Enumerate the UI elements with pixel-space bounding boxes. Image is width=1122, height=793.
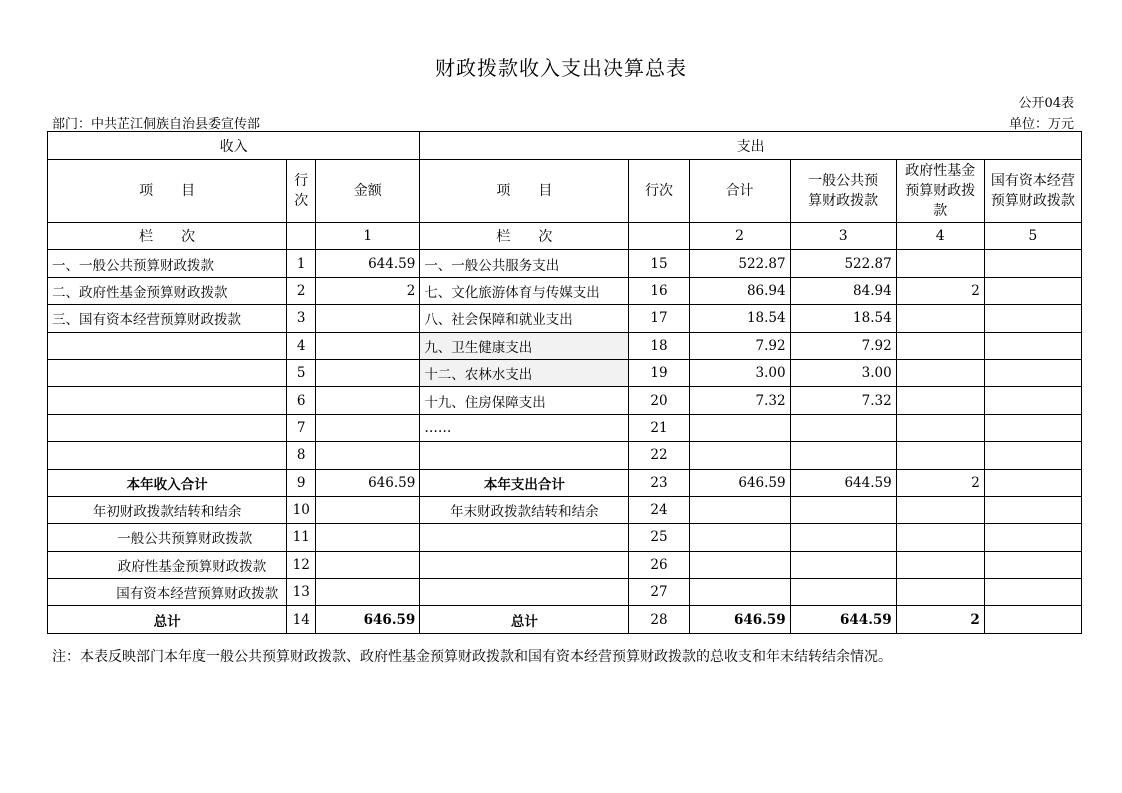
- unit-label: 单位：万元: [1008, 117, 1074, 132]
- header-row-sections: [48, 132, 1082, 160]
- expense-row-no: 15: [629, 250, 689, 277]
- expense-row-no: 18: [629, 332, 689, 359]
- expense-general: 84.94: [790, 277, 896, 304]
- expense-total: [689, 551, 790, 578]
- expense-total: [689, 414, 790, 441]
- col-number: 4: [896, 223, 984, 250]
- table-row: [48, 332, 1082, 359]
- expense-fund: [896, 305, 984, 332]
- expense-row-no: 19: [629, 359, 689, 386]
- expense-general: 644.59: [790, 606, 896, 633]
- expense-item: 八、社会保障和就业支出: [420, 305, 629, 332]
- table-row: [48, 551, 1082, 578]
- income-row-no: 14: [287, 606, 316, 633]
- expense-row-no: 16: [629, 277, 689, 304]
- expense-total: 522.87: [689, 250, 790, 277]
- income-item: 二、政府性基金预算财政拨款: [48, 277, 287, 304]
- table-row: [48, 305, 1082, 332]
- general-budget-header: 一般公共预算财政拨款: [790, 160, 896, 223]
- income-section-header: 收入: [48, 132, 420, 160]
- expense-capital: [984, 359, 1081, 386]
- expense-item: [420, 551, 629, 578]
- expense-general: [790, 551, 896, 578]
- income-row-no: 7: [287, 414, 316, 441]
- footnote: 注：本表反映部门本年度一般公共预算财政拨款、政府性基金预算财政拨款和国有资本经营预算财政拨款的总收支和年末结转结余情况。: [52, 649, 892, 665]
- expense-general: 18.54: [790, 305, 896, 332]
- state-capital-header: 国有资本经营预算财政拨款: [984, 160, 1081, 223]
- income-amount: [316, 579, 420, 606]
- income-row-no: 9: [287, 469, 316, 496]
- expense-total: [689, 579, 790, 606]
- grand-total-row: [48, 606, 1082, 633]
- income-amount: [316, 387, 420, 414]
- col-number: 5: [984, 223, 1081, 250]
- expense-fund: [896, 359, 984, 386]
- expense-fund: 2: [896, 469, 984, 496]
- col-number: 3: [790, 223, 896, 250]
- income-item: 年初财政拨款结转和结余: [48, 496, 287, 523]
- expense-capital: [984, 332, 1081, 359]
- expense-item-header: 项 目: [420, 160, 629, 223]
- income-col-label: 栏 次: [48, 223, 287, 250]
- expense-capital: [984, 250, 1081, 277]
- table-row: [48, 442, 1082, 469]
- subtotal-row: [48, 469, 1082, 496]
- expense-fund: [896, 414, 984, 441]
- expense-capital: [984, 524, 1081, 551]
- department-label: 部门：中共芷江侗族自治县委宣传部: [52, 117, 261, 132]
- table-row: [48, 359, 1082, 386]
- table-row: [48, 579, 1082, 606]
- expense-row-no: 20: [629, 387, 689, 414]
- expense-fund: [896, 551, 984, 578]
- income-amount: [316, 332, 420, 359]
- income-row-no-header: 行次: [287, 160, 316, 223]
- income-row-no: 2: [287, 277, 316, 304]
- header-row-col-numbers: [48, 223, 1082, 250]
- income-amount: [316, 305, 420, 332]
- expense-general: [790, 442, 896, 469]
- expense-total: 646.59: [689, 606, 790, 633]
- income-item: 政府性基金预算财政拨款: [48, 551, 287, 578]
- expense-fund: 2: [896, 606, 984, 633]
- expense-capital: [984, 442, 1081, 469]
- income-row-no: 11: [287, 524, 316, 551]
- expense-col-label: 栏 次: [420, 223, 629, 250]
- form-code: 公开04表: [1018, 96, 1074, 111]
- table-row: [48, 387, 1082, 414]
- expense-total: [689, 442, 790, 469]
- expense-general: 522.87: [790, 250, 896, 277]
- expense-general: 7.92: [790, 332, 896, 359]
- expense-row-no: 22: [629, 442, 689, 469]
- income-grand-total-label: 总计: [48, 606, 287, 633]
- expense-total: 646.59: [689, 469, 790, 496]
- expense-fund: [896, 442, 984, 469]
- income-item: 一般公共预算财政拨款: [48, 524, 287, 551]
- expense-item: 年末财政拨款结转和结余: [420, 496, 629, 523]
- expense-capital: [984, 277, 1081, 304]
- expense-fund: [896, 524, 984, 551]
- expense-row-no: 27: [629, 579, 689, 606]
- budget-table: [47, 131, 1082, 634]
- expense-capital: [984, 496, 1081, 523]
- table-row: [48, 414, 1082, 441]
- income-amount: 646.59: [316, 606, 420, 633]
- expense-row-no: 26: [629, 551, 689, 578]
- table-row: [48, 250, 1082, 277]
- income-amount: [316, 359, 420, 386]
- expense-capital: [984, 579, 1081, 606]
- income-row-no: 10: [287, 496, 316, 523]
- expense-row-no: 24: [629, 496, 689, 523]
- income-row-no: 1: [287, 250, 316, 277]
- expense-row-no: 28: [629, 606, 689, 633]
- expense-general: 3.00: [790, 359, 896, 386]
- expense-row-no: 23: [629, 469, 689, 496]
- blank-cell: [629, 223, 689, 250]
- expense-fund: [896, 250, 984, 277]
- expense-item: 一、一般公共服务支出: [420, 250, 629, 277]
- blank-cell: [287, 223, 316, 250]
- expense-item: ……: [420, 414, 629, 441]
- income-row-no: 6: [287, 387, 316, 414]
- gov-fund-header: 政府性基金预算财政拨款: [896, 160, 984, 223]
- income-amount: [316, 524, 420, 551]
- income-row-no: 3: [287, 305, 316, 332]
- expense-capital: [984, 551, 1081, 578]
- income-amount: [316, 414, 420, 441]
- expense-total: 18.54: [689, 305, 790, 332]
- income-row-no: 5: [287, 359, 316, 386]
- expense-total: [689, 496, 790, 523]
- expense-section-header: 支出: [420, 132, 1082, 160]
- income-row-no: 8: [287, 442, 316, 469]
- expense-grand-total-label: 总计: [420, 606, 629, 633]
- income-item: [48, 359, 287, 386]
- table-row: [48, 277, 1082, 304]
- expense-item: [420, 442, 629, 469]
- expense-item: 十二、农林水支出: [420, 359, 629, 386]
- expense-capital: [984, 305, 1081, 332]
- header-row-columns: [48, 160, 1082, 223]
- income-amount-header: 金额: [316, 160, 420, 223]
- expense-total: 7.32: [689, 387, 790, 414]
- income-amount: 646.59: [316, 469, 420, 496]
- income-item: [48, 387, 287, 414]
- expense-general: [790, 524, 896, 551]
- expense-general: 7.32: [790, 387, 896, 414]
- expense-item: [420, 524, 629, 551]
- expense-general: [790, 414, 896, 441]
- expense-item: 七、文化旅游体育与传媒支出: [420, 277, 629, 304]
- expense-general: [790, 579, 896, 606]
- income-amount: [316, 496, 420, 523]
- expense-capital: [984, 469, 1081, 496]
- table-row: [48, 496, 1082, 523]
- income-item: 一、一般公共预算财政拨款: [48, 250, 287, 277]
- income-item: [48, 414, 287, 441]
- income-item: 三、国有资本经营预算财政拨款: [48, 305, 287, 332]
- expense-general: [790, 496, 896, 523]
- expense-fund: [896, 387, 984, 414]
- expense-fund: [896, 579, 984, 606]
- income-item: 国有资本经营预算财政拨款: [48, 579, 287, 606]
- income-amount: 644.59: [316, 250, 420, 277]
- income-row-no: 12: [287, 551, 316, 578]
- income-item: [48, 332, 287, 359]
- income-item: [48, 442, 287, 469]
- expense-item: [420, 579, 629, 606]
- expense-row-no: 17: [629, 305, 689, 332]
- income-item-header: 项 目: [48, 160, 287, 223]
- expense-total: 7.92: [689, 332, 790, 359]
- income-amount: 2: [316, 277, 420, 304]
- expense-fund: [896, 332, 984, 359]
- expense-item: 十九、住房保障支出: [420, 387, 629, 414]
- expense-row-no-header: 行次: [629, 160, 689, 223]
- report-title: 财政拨款收入支出决算总表: [435, 56, 687, 80]
- expense-total-header: 合计: [689, 160, 790, 223]
- income-row-no: 4: [287, 332, 316, 359]
- expense-item: 九、卫生健康支出: [420, 332, 629, 359]
- expense-total: 3.00: [689, 359, 790, 386]
- expense-capital: [984, 387, 1081, 414]
- expense-general: 644.59: [790, 469, 896, 496]
- expense-fund: [896, 496, 984, 523]
- expense-total: [689, 524, 790, 551]
- income-row-no: 13: [287, 579, 316, 606]
- expense-capital: [984, 414, 1081, 441]
- expense-fund: 2: [896, 277, 984, 304]
- table-row: [48, 524, 1082, 551]
- col-number: 1: [316, 223, 420, 250]
- expense-row-no: 25: [629, 524, 689, 551]
- expense-subtotal-label: 本年支出合计: [420, 469, 629, 496]
- expense-row-no: 21: [629, 414, 689, 441]
- income-amount: [316, 551, 420, 578]
- expense-total: 86.94: [689, 277, 790, 304]
- income-subtotal-label: 本年收入合计: [48, 469, 287, 496]
- income-amount: [316, 442, 420, 469]
- col-number: 2: [689, 223, 790, 250]
- expense-capital: [984, 606, 1081, 633]
